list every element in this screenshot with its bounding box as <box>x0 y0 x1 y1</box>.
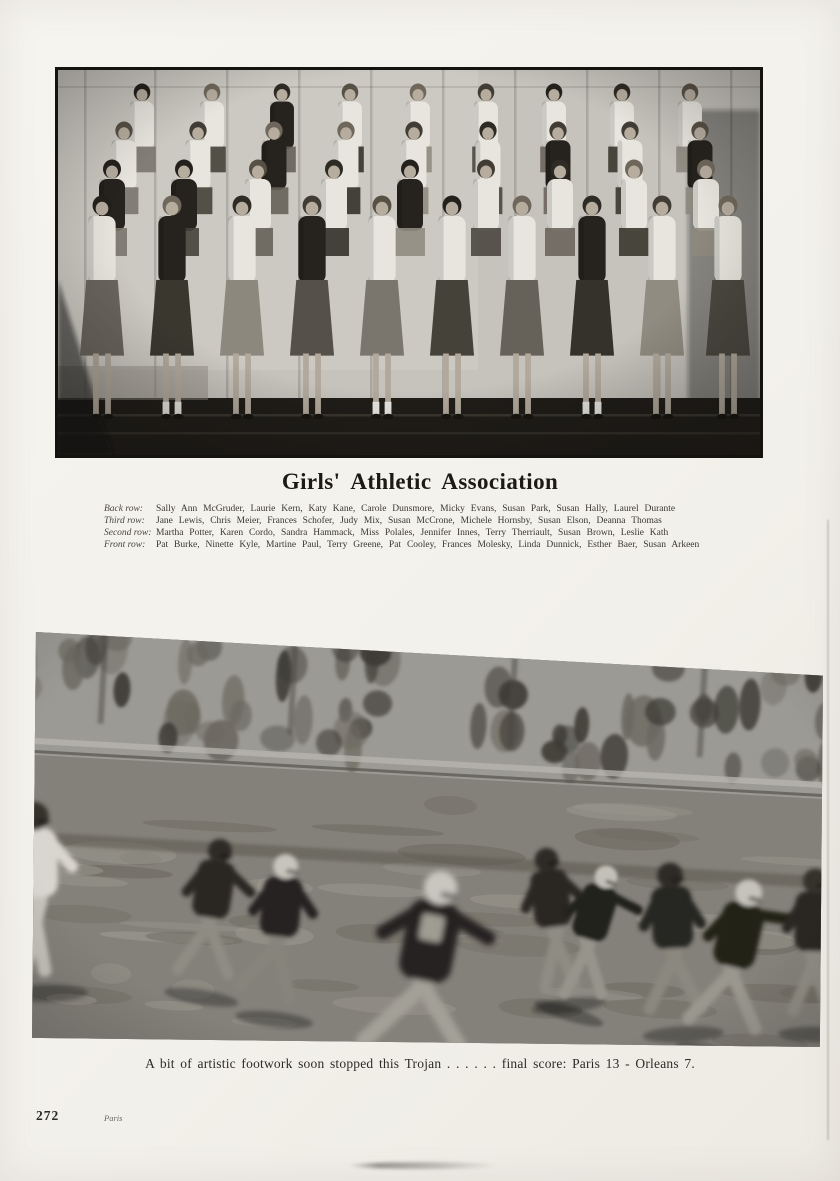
roster-row-label: Front row: <box>104 540 146 550</box>
roster-row-front <box>104 539 764 551</box>
roster-row-label: Second row: <box>104 528 152 538</box>
page-number: 272 <box>36 1108 60 1123</box>
page-edge-shadow <box>827 520 829 1140</box>
roster-row-label: Third row: <box>104 516 145 526</box>
scan-smudge <box>348 1162 498 1169</box>
football-photo-scene <box>32 632 823 1047</box>
football-photo <box>32 632 823 1047</box>
roster-row-names: Jane Lewis, Chris Meier, Frances Schofer, Judy Mix, Susan McCrone, Michele Hornsby, Susan Elson, Deanna Thomas <box>156 516 662 526</box>
page-title: Girls' Athletic Association <box>281 469 559 494</box>
roster-caption <box>104 503 764 551</box>
roster-row-names: Sally Ann McGruder, Laurie Kern, Katy Kane, Carole Dunsmore, Micky Evans, Susan Park, Susan Hally, Laurel Durante <box>156 504 676 514</box>
football-caption: A bit of artistic footwork soon stopped this Trojan . . . . . . final score: Paris 13 - Orleans 7. <box>145 1056 695 1071</box>
roster-row-names: Martha Potter, Karen Cordo, Sandra Hammack, Miss Polales, Jennifer Innes, Terry Therriault, Susan Brown, Leslie Kath <box>156 528 669 538</box>
roster-row-label: Back row: <box>104 504 143 514</box>
roster-row-second <box>104 527 764 539</box>
roster-row-back <box>104 503 764 515</box>
roster-row-names: Pat Burke, Ninette Kyle, Martine Paul, Terry Greene, Pat Cooley, Frances Molesky, Linda Dunnick, Esther Baer, Susan Arkeen <box>156 540 700 550</box>
group-photo-scene <box>58 70 760 455</box>
group-photo <box>55 67 763 458</box>
roster-row-third <box>104 515 764 527</box>
footer-section-label: Paris <box>104 1113 123 1123</box>
